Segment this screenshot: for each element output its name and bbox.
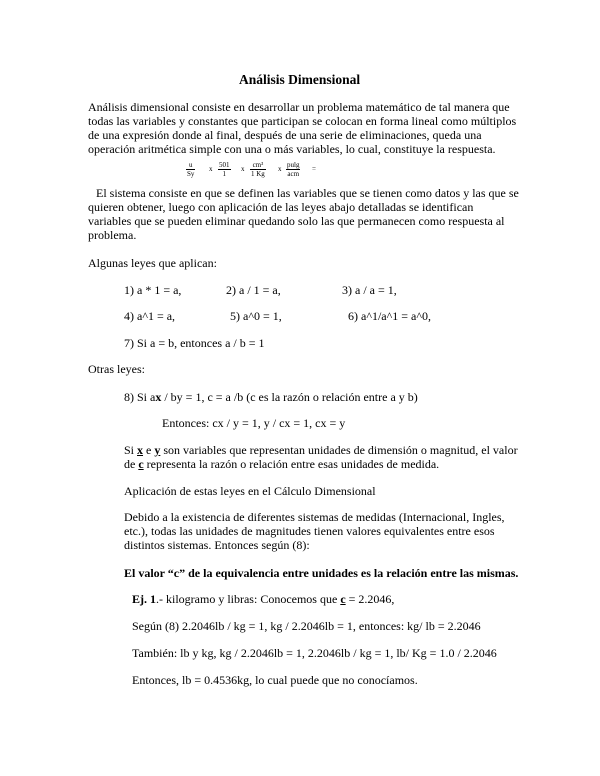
law-item: 3) a / a = 1, bbox=[342, 283, 397, 297]
c-variable: c bbox=[138, 457, 144, 471]
law-8 bbox=[124, 390, 418, 405]
variables-line bbox=[124, 457, 439, 472]
formula-fraction bbox=[218, 161, 231, 178]
formula-denominator: Sy bbox=[187, 170, 195, 178]
variables-line bbox=[124, 443, 518, 458]
formula-numerator: 501 bbox=[219, 161, 230, 169]
other-laws-heading: Otras leyes: bbox=[88, 362, 145, 376]
text-run: Si bbox=[124, 443, 138, 457]
law-item: 6) a^1/a^1 = a^0, bbox=[348, 309, 431, 323]
law-8-consequence: Entonces: cx / y = 1, y / cx = 1, cx = y bbox=[162, 416, 346, 430]
text-run: = 2.2046, bbox=[345, 592, 395, 606]
intro-line: de una expresión donde al final, después de una serie de eliminaciones, queda una bbox=[88, 128, 482, 142]
document-title: Análisis Dimensional bbox=[239, 72, 361, 87]
intro-line: Análisis dimensional consiste en desarrollar un problema matemático de tal manera que bbox=[88, 100, 510, 114]
formula-fraction bbox=[186, 161, 195, 178]
formula-operator: x bbox=[209, 165, 213, 173]
law-8-prefix: 8) Si a bbox=[124, 390, 156, 404]
systems-line: Debido a la existencia de diferentes sistemas de medidas (Internacional, Ingles, bbox=[124, 510, 505, 524]
example-1-header bbox=[132, 592, 394, 607]
system-line: quieren obtener, luego con aplicación de las leyes abajo detalladas se identifican bbox=[88, 200, 474, 214]
law-8-x-var: x bbox=[155, 390, 162, 404]
formula-denominator: 1 Kg bbox=[251, 170, 265, 178]
formula-denominator: acm bbox=[287, 170, 300, 178]
systems-line: etc.), todas las unidades de magnitudes tienen valores equivalentes entre esos bbox=[124, 524, 495, 538]
example-segun-line: Según (8) 2.2046lb / kg = 1, kg / 2.2046lb = 1, entonces: kg/ lb = 2.2046 bbox=[132, 619, 481, 633]
dimensional-formula-image bbox=[186, 161, 336, 187]
key-statement: El valor “c” de la equivalencia entre unidades es la relación entre las mismas. bbox=[124, 566, 519, 580]
law-item: 5) a^0 = 1, bbox=[230, 309, 282, 323]
formula-fraction bbox=[286, 161, 300, 178]
text-run: .- kilogramo y libras: Conocemos que bbox=[156, 592, 341, 606]
systems-line: distintos sistemas. Entonces según (8): bbox=[124, 538, 310, 552]
formula-numerator: pulg bbox=[287, 161, 300, 169]
law-item: 7) Si a = b, entonces a / b = 1 bbox=[124, 336, 265, 350]
system-line: El sistema consiste en que se definen las variables que se tienen como datos y las que se bbox=[96, 186, 519, 200]
text-run: son variables que representan unidades de dimensión o magnitud, el valor bbox=[160, 443, 518, 457]
y-variable: y bbox=[154, 443, 161, 457]
application-heading: Aplicación de estas leyes en el Cálculo Dimensional bbox=[124, 484, 376, 498]
example-tambien-line: También: lb y kg, kg / 2.2046lb = 1, 2.2046lb / kg = 1, lb/ Kg = 1.0 / 2.2046 bbox=[132, 646, 497, 660]
law-item: 4) a^1 = a, bbox=[124, 309, 176, 323]
system-line: problema. bbox=[88, 228, 137, 242]
intro-line: todas las variables y constantes que participan se colocan en forma lineal como múltiplos bbox=[88, 114, 517, 128]
formula-fraction bbox=[250, 161, 266, 178]
c-variable: c bbox=[340, 592, 346, 606]
law-8-text: / by = 1, c = a /b (c es la razón o relación entre a y b) bbox=[161, 390, 418, 404]
formula-operator: = bbox=[312, 165, 316, 173]
formula-numerator: u bbox=[186, 161, 195, 170]
law-item: 1) a * 1 = a, bbox=[124, 283, 182, 297]
text-run: representa la razón o relación entre esas unidades de medida. bbox=[143, 457, 440, 471]
formula-operator: x bbox=[241, 165, 245, 173]
x-variable: x bbox=[137, 443, 144, 457]
formula-operator: x bbox=[278, 165, 282, 173]
formula-numerator: cm³ bbox=[250, 161, 266, 170]
example-label: Ej. 1 bbox=[132, 592, 156, 606]
laws-heading: Algunas leyes que aplican: bbox=[88, 256, 217, 270]
text-run: e bbox=[143, 443, 155, 457]
example-entonces-line: Entonces, lb = 0.4536kg, lo cual puede que no conocíamos. bbox=[132, 673, 418, 687]
formula-denominator: 1 bbox=[222, 170, 226, 178]
text-run: de bbox=[124, 457, 139, 471]
law-item: 2) a / 1 = a, bbox=[226, 283, 281, 297]
intro-line: operación aritmética simple con una o más variables, lo cual, constituye la respuesta. bbox=[88, 142, 496, 156]
system-line: variables que se pueden eliminar quedando solo las que permanecen como respuesta al bbox=[88, 214, 505, 228]
